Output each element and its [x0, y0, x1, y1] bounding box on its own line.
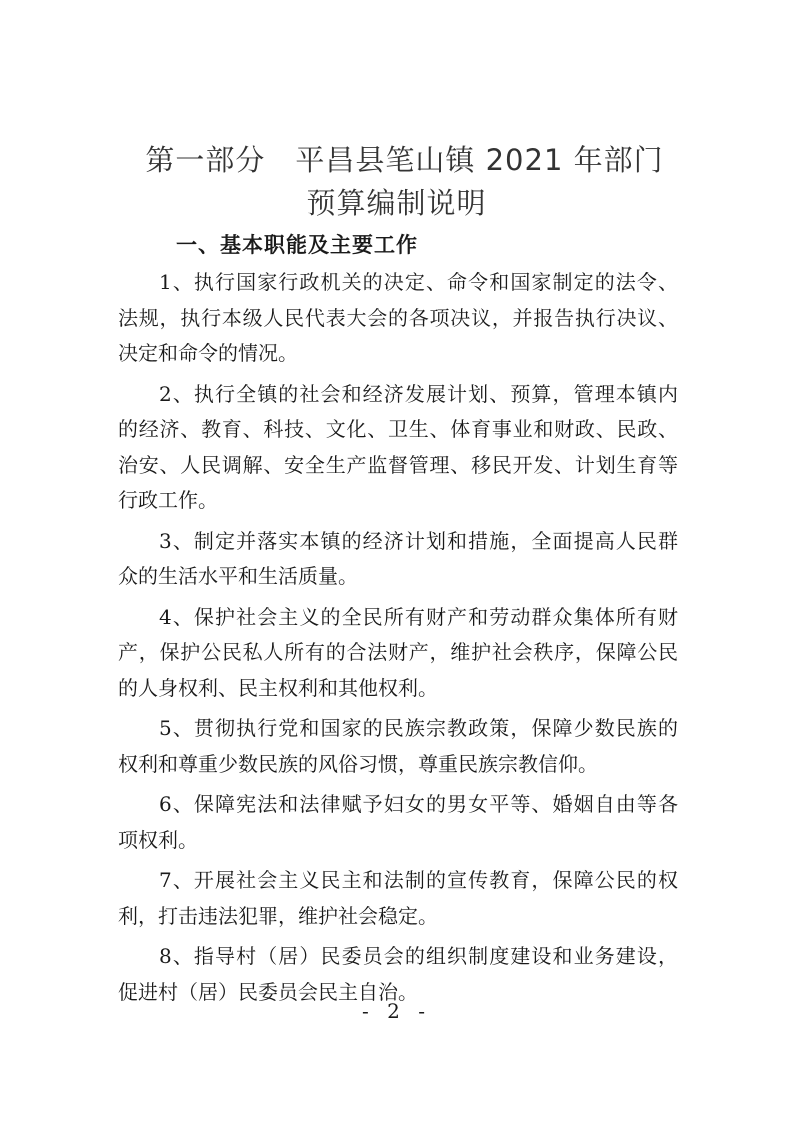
- paragraph-line: 决定和命令的情况。: [118, 341, 298, 365]
- paragraph: [118, 711, 678, 782]
- paragraph: [118, 787, 678, 858]
- paragraph-line: 1、执行国家行政机关的决定、命令和国家制定的法令、: [159, 270, 678, 294]
- paragraph-line: 2、执行全镇的社会和经济发展计划、预算，管理本镇内: [159, 381, 678, 406]
- paragraph-line: 8、指导村（居）民委员会的组织制度建设和业务建设，: [159, 944, 678, 968]
- paragraph: [118, 524, 678, 595]
- paragraph-line: 5、贯彻执行党和国家的民族宗教政策，保障少数民族的: [159, 716, 678, 740]
- paragraph-line: 7、开展社会主义民主和法制的宣传教育，保障公民的权: [159, 868, 678, 892]
- paragraph-line: 的人身权利、民主权利和其他权利。: [118, 675, 438, 700]
- paragraph: [118, 863, 678, 934]
- paragraph-line: 众的生活水平和生活质量。: [118, 564, 358, 588]
- paragraph-line: 产，保护公民私人所有的合法财产，维护社会秩序，保障公民: [118, 640, 678, 664]
- paragraph-line: 项权利。: [118, 827, 198, 852]
- paragraph: [118, 600, 678, 707]
- paragraph-line: 利，打击违法犯罪，维护社会稳定。: [118, 903, 438, 928]
- section-heading: 一、基本职能及主要工作: [176, 233, 418, 257]
- document-body: [118, 265, 678, 1015]
- paragraph: [118, 265, 678, 372]
- paragraph-line: 行政工作。: [118, 488, 218, 512]
- paragraph-line: 治安、人民调解、安全生产监督管理、移民开发、计划生育等: [118, 452, 678, 477]
- paragraph-line: 法规，执行本级人民代表大会的各项决议，并报告执行决议、: [118, 305, 678, 330]
- page-number: - 2 -: [362, 999, 431, 1023]
- document-title-line-2: 预算编制说明: [306, 186, 487, 220]
- document-title-line-1: 第一部分 平昌县笔山镇 2021 年部门: [145, 143, 664, 177]
- paragraph-line: 3、制定并落实本镇的经济计划和措施，全面提高人民群: [159, 528, 678, 553]
- paragraph: [118, 377, 678, 519]
- paragraph-line: 4、保护社会主义的全民所有财产和劳动群众集体所有财: [159, 604, 678, 629]
- paragraph-line: 6、保障宪法和法律赋予妇女的男女平等、婚姻自由等各: [159, 792, 678, 816]
- paragraph-line: 的经济、教育、科技、文化、卫生、体育事业和财政、民政、: [118, 417, 678, 441]
- paragraph-line: 促进村（居）民委员会民主自治。: [118, 979, 418, 1004]
- paragraph-line: 权利和尊重少数民族的风俗习惯，尊重民族宗教信仰。: [118, 751, 598, 776]
